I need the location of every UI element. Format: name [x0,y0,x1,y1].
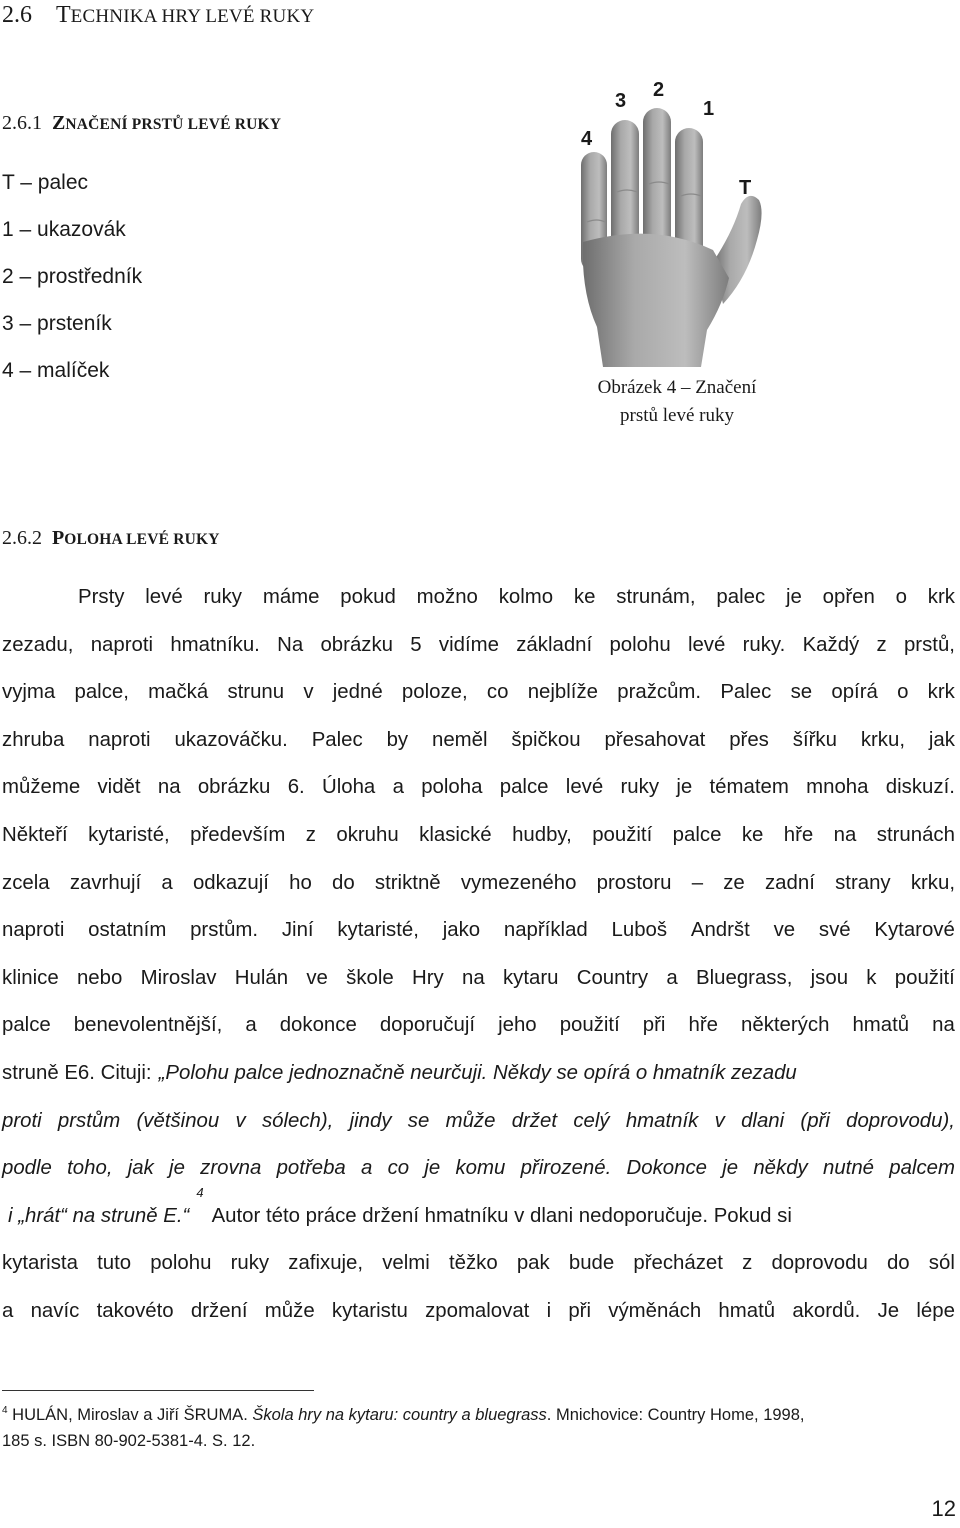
word: máme [262,586,320,608]
word: opírá [831,681,878,704]
hand-illustration [573,72,783,367]
word: hudby, [512,823,572,846]
word: palcem [889,1157,955,1180]
section-title-rest: ECHNIKA HRY LEVÉ RUKY [70,6,315,27]
word: co [486,681,509,704]
word: naproti [88,728,151,751]
word: držet [511,1109,558,1132]
word: zrovna [200,1157,262,1180]
figure-caption-line: Obrázek 4 – Značení [597,377,757,398]
word: jak [928,728,955,751]
word: ve [773,919,796,942]
word: opřen [822,586,875,608]
word: je [722,1157,739,1180]
paragraph-line [2,1288,955,1336]
paragraph-line [2,1098,955,1146]
subsection-title-initial: P [52,527,65,549]
word: ke [573,586,596,608]
word: dokonce [279,1014,357,1037]
word: palce [672,823,722,846]
word: zhruba [2,728,65,751]
paragraph-line [2,1145,955,1193]
word: hmatníku. [170,633,260,656]
word: jedné [332,681,383,704]
word: mačká [148,681,209,704]
word: Někteří [2,823,68,846]
paragraph-line [2,907,955,955]
word: ruky. [742,633,786,656]
word: Bluegrass, [696,966,793,989]
section-title-initial: T [56,2,71,28]
word: naproti [2,919,65,942]
subsection-title-rest: OLOHA LEVÉ RUKY [64,531,220,548]
word: především [190,823,286,846]
word: doporučují [379,1014,476,1037]
line-text: Autor této práce držení hmatníku v dlani nedoporučuje. Pokud si [211,1204,792,1227]
word: tématem [709,776,789,799]
word: může [264,1299,315,1322]
word: ostatním [88,919,167,942]
footnote-reference[interactable]: 4 [196,1184,204,1200]
word: možno [416,586,478,608]
word: kytaristu [331,1299,408,1322]
word: Úloha [322,776,376,799]
word: zavrhují [69,871,142,894]
word: o [897,681,909,704]
word: vyjma [2,681,56,704]
finger-label-3: 3 [615,90,627,112]
word: strunám, [616,586,696,608]
paragraph-line [2,1002,955,1050]
word: obrázku [320,633,394,656]
word: polohu [150,1252,212,1275]
word: kytaristé, [337,919,419,942]
word: palce, [74,681,129,704]
word: nutné [822,1157,875,1180]
word: z [876,633,887,656]
word: by [386,728,409,751]
word: Luboš [611,919,668,942]
word: – [691,871,704,894]
word: benevolentnější, [73,1014,223,1037]
word: ruky [203,586,243,608]
word: pražcům. [617,681,702,704]
word: jak [127,1157,154,1180]
paragraph-line [2,812,955,860]
word: do [332,871,355,894]
word: palec [716,586,766,608]
subsection-title-initial: Z [52,112,66,134]
paragraph-line [2,717,955,765]
word: i [546,1299,552,1322]
word: držení [190,1299,248,1322]
word: na [833,823,857,846]
word: levé [565,776,604,799]
word: Každý [802,633,860,656]
word: klasické [419,823,492,846]
word: prstů, [903,633,955,656]
finger-list-item: T – palec [2,171,88,194]
word: při [568,1299,592,1322]
word: zpomalovat [425,1299,530,1322]
footnote-text: . Mnichovice: Country Home, 1998, [546,1406,805,1424]
paragraph-line [2,860,955,908]
word: je [785,586,802,608]
word: vidíme [438,633,499,656]
word: doprovodu [771,1252,868,1275]
word: co [387,1157,410,1180]
word: Hulán [234,966,289,989]
word: pak [516,1252,550,1275]
word: prstům [57,1109,121,1132]
word: velmi [382,1252,430,1275]
footnote-text: HULÁN, Miroslav a Jiří ŠRUMA. [12,1406,248,1424]
word: o [895,586,907,608]
word: nebo [76,966,123,989]
word: v [235,1109,246,1132]
paragraph-line [2,1050,955,1098]
word: k [866,966,877,989]
word: kytaru [502,966,559,989]
word: kytaristé, [88,823,170,846]
word: hmatů [718,1299,776,1322]
word: krk [927,681,955,704]
word: ze [723,871,745,894]
finger-list [2,166,142,401]
word: například [503,919,588,942]
word: je [169,1157,185,1180]
word: do [886,1252,910,1275]
footnote [2,1402,957,1454]
word: na [461,966,485,989]
word: použití [592,823,653,846]
word: z [305,823,316,846]
word: jako [442,919,481,942]
word: a [392,776,404,799]
word: sólech), [261,1109,334,1132]
word: Kytarové [874,919,955,942]
word: ho [289,871,312,894]
paragraph-line [2,764,955,812]
word: v [303,681,314,704]
word: některých [741,1014,830,1037]
word: zezadu, [2,633,74,656]
word: dlani [741,1109,785,1132]
word: potřeba [276,1157,346,1180]
word: se [407,1109,430,1132]
body-paragraph [2,574,955,1336]
word: navíc [30,1299,80,1322]
word: je [424,1157,441,1180]
word: hře [688,1014,718,1037]
finger-list-item: 4 – malíček [2,359,110,382]
word: hmatník [625,1109,699,1132]
word: můžeme [2,776,81,799]
word: (většinou [136,1109,220,1132]
word: krku, [860,728,905,751]
footnote-mark: 4 [2,1405,8,1416]
figure-caption [562,374,792,430]
finger-label-1: 1 [703,98,715,120]
word: naproti [90,633,154,656]
word: ukazováčku. [174,728,288,751]
word: 5 [410,633,422,656]
word: poloze, [401,681,468,704]
word: Miroslav [140,966,217,989]
word: jsou [810,966,849,989]
word: Prsty [78,586,125,608]
word: krk [927,586,955,608]
word: palce [2,1014,51,1037]
footnote-divider [2,1390,314,1391]
word: 6. [287,776,305,799]
word: Hry [412,966,444,989]
word: zafixuje, [288,1252,364,1275]
subsection-heading-2 [2,525,220,553]
word: je [676,776,693,799]
word: špičkou [511,728,581,751]
word: Na [277,633,304,656]
word: těžko [448,1252,498,1275]
word: Andršt [690,919,750,942]
word: prstům. [190,919,259,942]
word: ruky [230,1252,270,1275]
word: a [666,966,678,989]
page-number: 12 [931,1496,956,1521]
paragraph-line [2,622,955,670]
paragraph-line [2,1184,955,1241]
finger-list-item: 2 – prostředník [2,265,143,288]
word: šířku [792,728,837,751]
word: poloha [421,776,483,799]
word: výměnách [608,1299,702,1322]
word: a [361,1157,373,1180]
quote-text: i „hrát“ na struně E.“ [8,1204,190,1227]
word: z [742,1252,753,1275]
word: a [2,1299,14,1322]
paragraph-line [2,574,955,622]
word: diskuzí. [885,776,955,799]
word: při [642,1014,666,1037]
word: zadní [764,871,815,894]
word: zcela [2,871,50,894]
word: může [445,1109,496,1132]
paragraph-line [2,1240,955,1288]
word: kytarista [2,1252,78,1275]
word: strunách [876,823,955,846]
finger-label-thumb: T [739,177,752,199]
section-number: 2.6 [2,2,32,28]
word: (při [800,1109,830,1132]
word: Palec [720,681,772,704]
subsection-title-rest: NAČENÍ PRSTŮ LEVÉ RUKY [65,116,282,133]
word: polohu [609,633,671,656]
word: lépe [916,1299,955,1322]
word: krku, [910,871,955,894]
word: a [161,871,173,894]
word: Dokonce [626,1157,707,1180]
word: se [790,681,813,704]
word: proti [2,1109,42,1132]
hand-figure [573,72,783,367]
word: Je [877,1299,900,1322]
word: přecházet [633,1252,723,1275]
word: použití [559,1014,620,1037]
word: na [157,776,181,799]
word: mnoha [806,776,869,799]
word: vidět [97,776,141,799]
word: někdy [753,1157,808,1180]
paragraph-line [2,669,955,717]
word: jindy [349,1109,392,1132]
word: striktně [374,871,441,894]
word: levé [687,633,726,656]
finger-label-4: 4 [581,128,593,150]
line-text: struně E6. Cituji: [2,1061,152,1084]
word: pokud [340,586,396,608]
paragraph-line [2,955,955,1003]
word: jeho [498,1014,537,1037]
word: podle [2,1157,52,1180]
word: komu [455,1157,506,1180]
word: Country [576,966,649,989]
word: hře [783,823,814,846]
word: akordů. [792,1299,861,1322]
word: ke [741,823,764,846]
word: celý [573,1109,610,1132]
word: strany [835,871,891,894]
word: přirozené. [520,1157,612,1180]
subsection-number: 2.6.2 [2,527,42,549]
word: v [714,1109,725,1132]
footnote-title: Škola hry na kytaru: country a bluegrass [252,1406,547,1424]
finger-label-2: 2 [653,79,665,101]
word: okruhu [336,823,399,846]
word: neměl [432,728,488,751]
word: použití [894,966,955,989]
word: odkazují [192,871,269,894]
word: své [818,919,851,942]
word: toho, [67,1157,113,1180]
section-heading [2,0,314,32]
word: Palec [311,728,363,751]
word: ruky [620,776,660,799]
word: základní [516,633,593,656]
word: škole [346,966,394,989]
word: takovéto [96,1299,174,1322]
word: doprovodu), [846,1109,955,1132]
word: strunu [227,681,285,704]
word: levé [145,586,183,608]
word: tuto [97,1252,132,1275]
word: prostoru [596,871,672,894]
word: klinice [2,966,59,989]
word: bude [568,1252,615,1275]
quote-text: „Polohu palce jednoznačně neurčuji. Někdy se opírá o hmatník zezadu [158,1061,797,1084]
word: palce [499,776,549,799]
subsection-number: 2.6.1 [2,112,42,134]
word: hmatů [852,1014,910,1037]
word: přes [729,728,769,751]
word: přesahovat [604,728,706,751]
word: sól [928,1252,955,1275]
word: na [932,1014,955,1037]
word: kolmo [498,586,554,608]
word: a [245,1014,257,1037]
word: obrázku [197,776,271,799]
word: vymezeného [460,871,577,894]
subsection-heading-1 [2,110,281,138]
finger-list-item: 1 – ukazovák [2,218,126,241]
figure-caption-line: prstů levé ruky [620,405,734,426]
word: ve [306,966,328,989]
footnote-text: 185 s. ISBN 80-902-5381-4. S. 12. [2,1432,256,1450]
finger-list-item: 3 – prsteník [2,312,112,335]
word: Jiní [281,919,314,942]
word: nejblíže [527,681,598,704]
